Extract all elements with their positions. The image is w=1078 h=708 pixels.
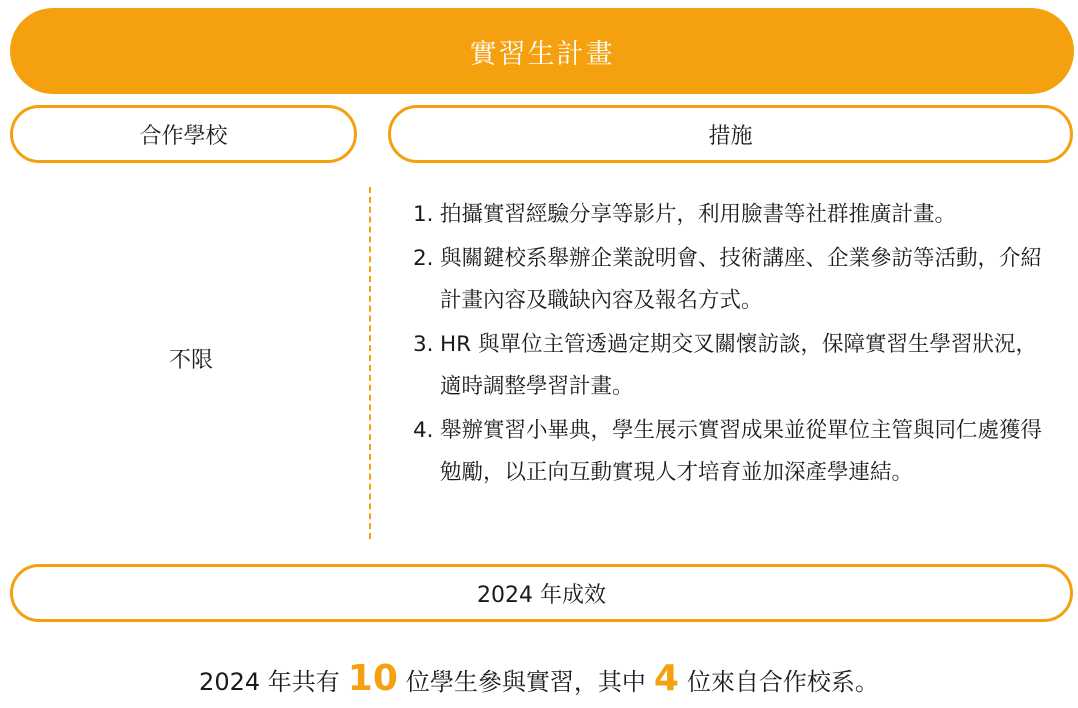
measure-number: 3. — [413, 332, 434, 357]
header-school-label: 合作學校 — [139, 123, 228, 149]
header-measures-label: 措施 — [708, 123, 753, 149]
column-divider — [369, 187, 371, 539]
measure-number: 2. — [413, 246, 434, 271]
school-value: 不限 — [168, 347, 213, 373]
title-banner — [10, 8, 1074, 94]
measure-item — [413, 238, 1053, 322]
header-measures — [388, 105, 1073, 163]
measure-item — [413, 194, 1053, 236]
measure-item — [413, 410, 1053, 494]
summary-line — [0, 658, 1078, 708]
header-result — [10, 564, 1073, 622]
header-school — [10, 105, 357, 163]
measure-text: 與關鍵校系舉辦企業說明會、技術講座、企業參訪等活動，介紹計畫內容及職缺內容及報名方式。 — [440, 246, 1043, 313]
measures-list — [413, 194, 1053, 496]
measure-text: 舉辦實習小畢典，學生展示實習成果並從單位主管與同仁處獲得勉勵，以正向互動實現人才培育並加深產學連結。 — [440, 418, 1043, 485]
measure-text: HR 與單位主管透過定期交叉關懷訪談，保障實習生學習狀況，適時調整學習計畫。 — [440, 332, 1037, 399]
measure-text: 拍攝實習經驗分享等影片，利用臉書等社群推廣計畫。 — [440, 202, 957, 227]
measure-number: 4. — [413, 418, 434, 443]
student-count: 10 — [347, 658, 398, 699]
summary-text-2: 位學生參與實習，其中 — [405, 668, 646, 696]
partner-student-count: 4 — [653, 658, 679, 699]
measure-number: 1. — [413, 202, 434, 227]
header-result-label: 2024 年成效 — [477, 582, 606, 608]
summary-text-1: 2024 年共有 — [199, 668, 340, 696]
measure-item — [413, 324, 1053, 408]
summary-text-3: 位來自合作校系。 — [686, 668, 879, 696]
page-title: 實習生計畫 — [469, 38, 615, 70]
